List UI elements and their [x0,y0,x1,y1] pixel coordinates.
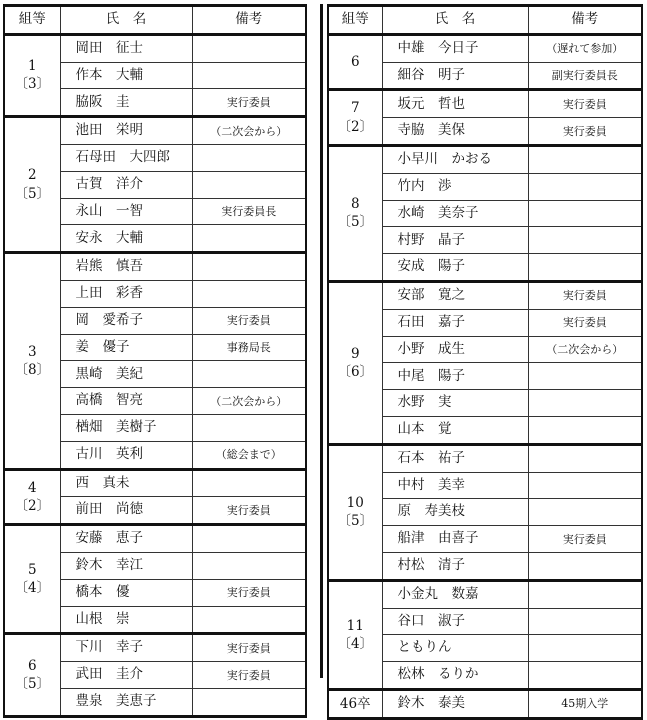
member-note [192,469,306,497]
group-cell [328,281,382,444]
member-note: （遅れて参加） [528,34,642,62]
member-note [192,144,306,171]
group-cell [4,253,60,469]
member-name: 安藤 恵子 [60,525,192,553]
group-count: 〔5〕 [337,513,374,530]
member-note [192,361,306,388]
member-note: 実行委員 [528,281,642,309]
member-name: 石母田 大四郎 [60,144,192,171]
group-number: 6 [27,657,37,674]
member-note: 45期入学 [528,689,642,718]
member-note: 実行委員 [528,309,642,336]
header-group: 組等 [328,6,382,35]
group-count: 〔4〕 [337,635,374,652]
member-note: 実行委員 [192,579,306,606]
member-note: 実行委員長 [192,198,306,225]
member-name: 松林 るりか [382,662,528,690]
member-note [192,280,306,307]
member-name: 村野 晶子 [382,227,528,254]
table-row [4,469,306,497]
member-name: 武田 圭介 [60,662,192,689]
member-name: ともりん [382,635,528,662]
group-count: 〔2〕 [14,497,51,514]
member-name: 高橋 智亮 [60,388,192,415]
group-cell [4,634,60,716]
member-note [528,499,642,526]
member-name: 西 真未 [60,469,192,497]
header-row [4,6,306,35]
group-count: 〔2〕 [337,118,374,135]
member-note [528,416,642,444]
group-count: 〔4〕 [14,580,51,597]
member-note [528,363,642,390]
table-row [328,580,642,608]
group-cell [4,525,60,634]
column-divider [320,4,323,678]
member-note [528,635,642,662]
table-row [4,525,306,553]
member-note [528,472,642,499]
group-number: 1 [27,58,37,75]
member-name: 永山 一智 [60,198,192,225]
member-name: 原 寿美枝 [382,499,528,526]
member-note: （二次会から） [192,117,306,145]
member-note: （二次会から） [192,388,306,415]
member-name: 岡田 征士 [60,34,192,62]
header-name: 氏 名 [60,6,192,35]
group-count: 〔5〕 [14,676,51,693]
member-note [528,200,642,227]
member-name: 橋本 優 [60,579,192,606]
group-number: 11 [346,617,364,634]
group-cell [4,34,60,116]
member-note [192,525,306,553]
group-count: 〔5〕 [14,185,51,202]
group-cell [328,444,382,580]
member-note [192,253,306,281]
roster-table-right [327,4,643,720]
group-number: 5 [27,562,37,579]
group-number: 46卒 [339,695,371,712]
header-note: 備考 [192,6,306,35]
member-note [192,62,306,89]
table-row [328,34,642,62]
group-cell [328,90,382,146]
member-note: （二次会から） [528,336,642,363]
header-note: 備考 [528,6,642,35]
member-note: 実行委員 [192,634,306,662]
member-name: 船津 由喜子 [382,526,528,553]
member-note [528,580,642,608]
member-name: 作本 大輔 [60,62,192,89]
group-number: 2 [27,167,37,184]
group-number: 6 [350,53,360,70]
member-name: 細谷 明子 [382,62,528,90]
member-note [192,34,306,62]
member-note: 事務局長 [192,334,306,361]
member-name: 池田 栄明 [60,117,192,145]
table-row [328,145,642,173]
member-name: 小早川 かおる [382,145,528,173]
table-row [328,281,642,309]
group-cell [328,34,382,90]
table-row [328,444,642,472]
group-cell [4,117,60,253]
group-number: 10 [346,495,364,512]
member-name: 黒崎 美紀 [60,361,192,388]
member-note [192,552,306,579]
group-number: 4 [27,479,37,496]
member-name: 竹内 渉 [382,173,528,200]
roster-table-left [3,4,307,718]
member-name: 古賀 洋介 [60,171,192,198]
member-name: 中村 美幸 [382,472,528,499]
group-number: 9 [350,345,360,362]
member-note: （総会まで） [192,441,306,469]
group-count: 〔3〕 [14,76,51,93]
table-row [4,634,306,662]
member-name: 安永 大輔 [60,225,192,253]
member-name: 山本 覚 [382,416,528,444]
member-name: 水野 実 [382,390,528,417]
member-note [192,414,306,441]
member-note: 実行委員 [528,118,642,146]
member-name: 楢畑 美樹子 [60,414,192,441]
member-note [528,227,642,254]
header-group: 組等 [4,6,60,35]
member-name: 古川 英利 [60,441,192,469]
member-note: 実行委員 [192,662,306,689]
table-row [328,90,642,118]
member-name: 鈴木 泰美 [382,689,528,718]
member-name: 上田 彩香 [60,280,192,307]
member-note [192,225,306,253]
group-cell [328,145,382,281]
member-note [528,444,642,472]
group-number: 8 [350,196,360,213]
member-name: 寺脇 美保 [382,118,528,146]
table-row [4,253,306,281]
member-name: 前田 尚徳 [60,497,192,525]
member-note: 実行委員 [192,89,306,117]
group-cell [328,689,382,718]
member-note [192,688,306,716]
member-note: 実行委員 [528,526,642,553]
member-note [528,390,642,417]
member-name: 村松 清子 [382,552,528,580]
table-row [328,689,642,718]
member-name: 山根 崇 [60,606,192,634]
table-row [4,34,306,62]
member-name: 中尾 陽子 [382,363,528,390]
member-name: 岡 愛希子 [60,307,192,334]
member-name: 脇阪 圭 [60,89,192,117]
member-name: 坂元 哲也 [382,90,528,118]
member-note: 副実行委員長 [528,62,642,90]
member-note [528,254,642,282]
header-name: 氏 名 [382,6,528,35]
member-note [528,552,642,580]
member-name: 石田 嘉子 [382,309,528,336]
group-count: 〔6〕 [337,363,374,380]
member-name: 安成 陽子 [382,254,528,282]
member-note: 実行委員 [192,307,306,334]
member-note [528,145,642,173]
member-name: 小野 成生 [382,336,528,363]
group-number: 3 [27,343,37,360]
member-note [192,171,306,198]
group-count: 〔8〕 [14,361,51,378]
member-name: 姜 優子 [60,334,192,361]
member-name: 安部 寛之 [382,281,528,309]
table-row [4,117,306,145]
member-name: 豊泉 美恵子 [60,688,192,716]
member-note: 実行委員 [528,90,642,118]
group-cell [328,580,382,689]
member-name: 岩熊 慎吾 [60,253,192,281]
member-note [528,662,642,690]
member-name: 鈴木 幸江 [60,552,192,579]
member-name: 谷口 淑子 [382,608,528,635]
member-name: 小金丸 数嘉 [382,580,528,608]
group-count: 〔5〕 [337,214,374,231]
member-note [192,606,306,634]
member-note [528,173,642,200]
member-name: 下川 幸子 [60,634,192,662]
member-note: 実行委員 [192,497,306,525]
member-name: 石本 祐子 [382,444,528,472]
member-name: 水崎 美奈子 [382,200,528,227]
header-row [328,6,642,35]
member-name: 中雄 今日子 [382,34,528,62]
group-number: 7 [350,100,360,117]
member-note [528,608,642,635]
group-cell [4,469,60,525]
